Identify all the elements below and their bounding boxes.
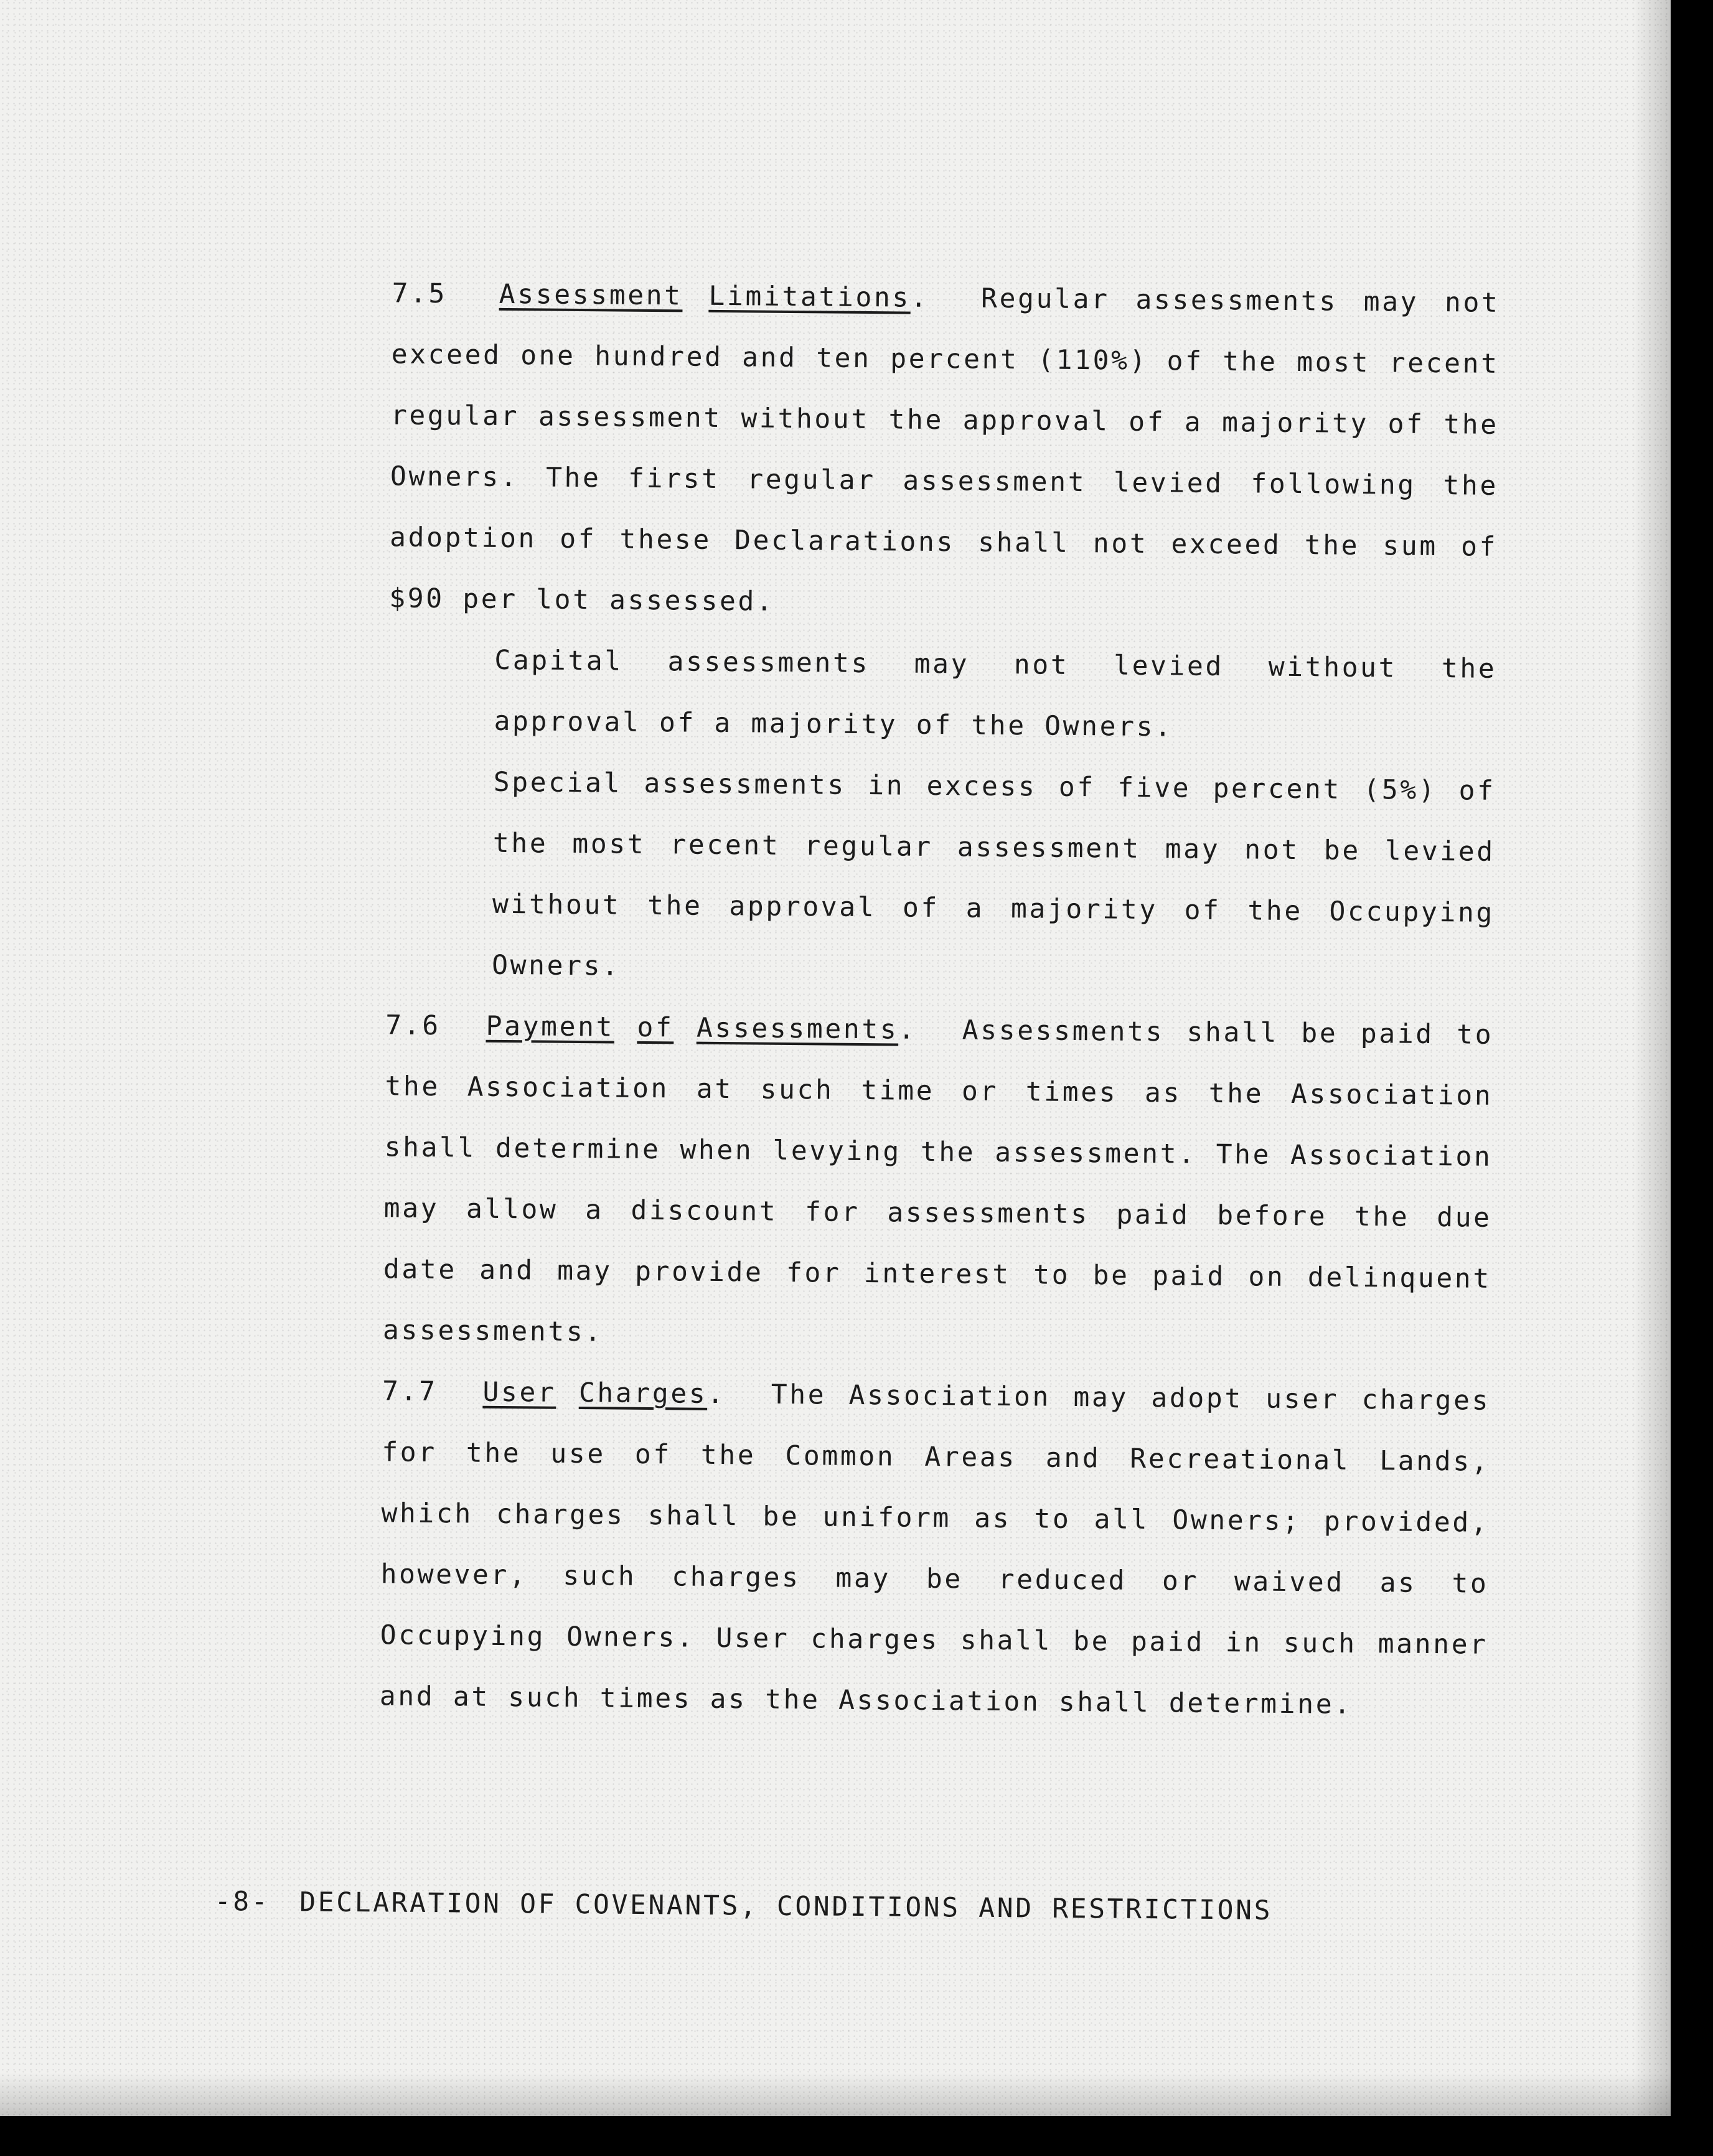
section-7-6 (215, 993, 1494, 1371)
section-text: Regular assessments may not exceed one hundred and ten percent (110%) of the most recent regular assessment without the approval of a majority of the Owners. The first regular assessment levied following the adoption of these Declarations shall not exceed the sum of $90 per lot assessed. (389, 283, 1500, 617)
section-heading: of (637, 1011, 674, 1044)
section-heading-period: . (910, 282, 929, 314)
section-7-7 (211, 1359, 1490, 1737)
page-edge-shadow-right (1633, 0, 1671, 2116)
section-number: 7.5 (392, 278, 448, 310)
capital-assessments-paragraph: Capital assessments may not levied without the approval of a majority of the Owners. (494, 644, 1497, 743)
section-heading-period: . (898, 1014, 918, 1046)
document-title: DECLARATION OF COVENANTS, CONDITIONS AND RESTRICTIONS (299, 1887, 1273, 1926)
section-text: The Association may adopt user charges for the use of the Common Areas and Recreational Lands, which charges shall be uniform as to all Owners; provided, however, such charges may be reduced or waived as to Occupying Owners. User charges shall be paid in such manner and at such times as the Association shall determine. (379, 1379, 1491, 1720)
special-assessments-paragraph: Special assessments in excess of five percent (5%) of the most recent regular assessment may not be levied without the approval of a majority of the Occupying Owners. (491, 766, 1496, 982)
section-number: 7.6 (385, 1010, 441, 1042)
section-heading: User (482, 1376, 556, 1408)
section-heading: Assessment (499, 278, 683, 312)
document-body (211, 261, 1499, 1737)
page-footer (215, 1886, 1273, 1926)
section-heading: Payment (486, 1010, 615, 1043)
page-edge-shadow-bottom (0, 2073, 1671, 2116)
section-heading: Assessments (696, 1012, 899, 1046)
section-heading: Charges (578, 1377, 708, 1410)
section-7-5 (221, 261, 1500, 639)
page-number: -8- (214, 1886, 270, 1918)
section-number: 7.7 (382, 1376, 438, 1408)
section-text: Assessments shall be paid to the Association at such time or times as the Association shall determine when levying the assessment. The Association may allow a discount for assessments paid before the due date and may provide for interest to be paid on delinquent assessments. (382, 1015, 1494, 1348)
section-heading-period: . (707, 1378, 726, 1410)
section-heading: Limitations (708, 280, 911, 314)
